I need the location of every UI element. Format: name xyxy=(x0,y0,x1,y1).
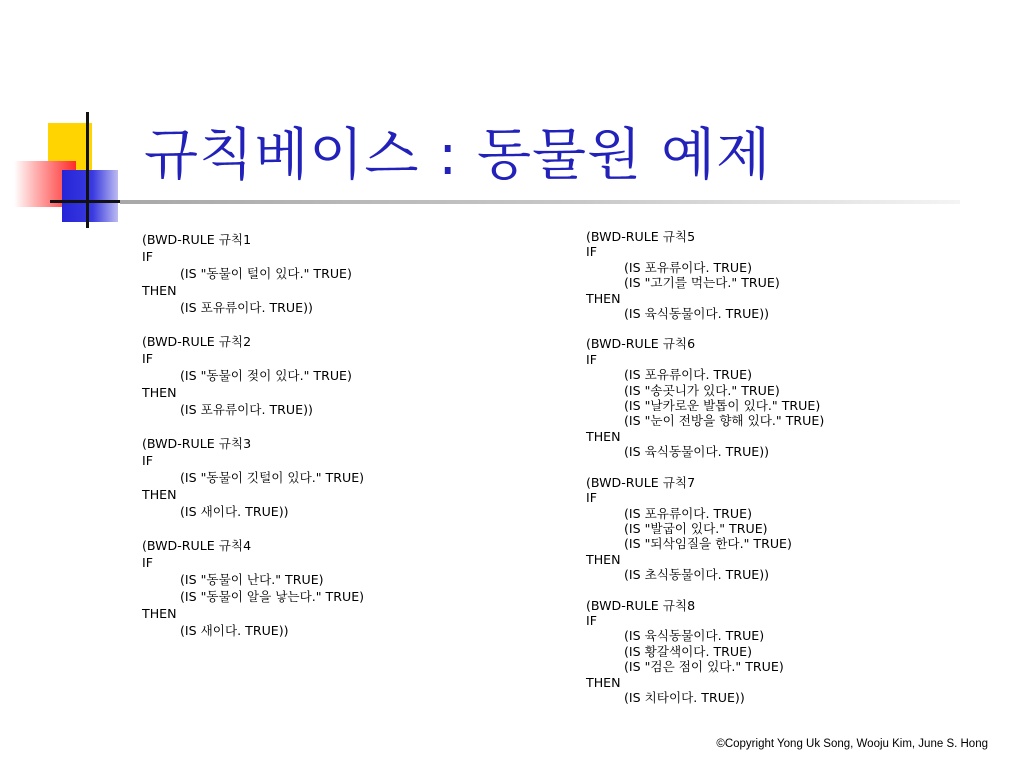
rule-conclusion: (IS 새이다. TRUE)) xyxy=(180,623,289,638)
rule-block xyxy=(586,229,824,321)
title-underline xyxy=(120,200,960,204)
rule-if-keyword: IF xyxy=(586,351,597,367)
rule-block xyxy=(142,231,364,316)
rule-conclusion: (IS 포유류이다. TRUE)) xyxy=(180,300,313,315)
rule-then-keyword: THEN xyxy=(586,551,621,567)
rule-condition: (IS 황갈색이다. TRUE) xyxy=(624,643,752,659)
rule-conclusion: (IS 치타이다. TRUE)) xyxy=(624,689,745,705)
rule-conclusion: (IS 초식동물이다. TRUE)) xyxy=(624,567,770,583)
rules-right-column xyxy=(586,229,824,720)
decor-blue-square xyxy=(62,170,118,222)
decor-vertical-line xyxy=(86,112,89,228)
rule-condition: (IS "동물이 젖이 있다." TRUE) xyxy=(180,368,352,383)
rule-header: (BWD-RULE 규칙6 xyxy=(586,336,696,352)
rule-header: (BWD-RULE 규칙1 xyxy=(142,232,252,247)
rule-if-keyword: IF xyxy=(142,453,153,468)
decor-horizontal-line xyxy=(50,200,130,203)
rule-if-keyword: IF xyxy=(586,612,597,628)
rule-condition: (IS "동물이 깃털이 있다." TRUE) xyxy=(180,470,365,485)
rule-condition: (IS "발굽이 있다." TRUE) xyxy=(624,520,768,536)
rule-condition: (IS "동물이 난다." TRUE) xyxy=(180,572,324,587)
rule-if-keyword: IF xyxy=(142,249,153,264)
rule-if-keyword: IF xyxy=(586,244,597,260)
rule-then-keyword: THEN xyxy=(586,428,621,444)
rule-condition: (IS "송곳니가 있다." TRUE) xyxy=(624,382,780,398)
rules-left-column xyxy=(142,231,364,656)
rule-then-keyword: THEN xyxy=(142,385,177,400)
rule-header: (BWD-RULE 규칙5 xyxy=(586,229,696,244)
rule-condition: (IS "고기를 먹는다." TRUE) xyxy=(624,275,780,291)
rule-condition: (IS "눈이 전방을 향해 있다." TRUE) xyxy=(624,413,825,429)
rule-header: (BWD-RULE 규칙8 xyxy=(586,597,696,613)
rule-if-keyword: IF xyxy=(142,555,153,570)
rule-block xyxy=(586,475,824,583)
rule-condition: (IS "동물이 알을 낳는다." TRUE) xyxy=(180,589,365,604)
rule-header: (BWD-RULE 규칙4 xyxy=(142,538,252,553)
rule-then-keyword: THEN xyxy=(586,674,621,690)
rule-header: (BWD-RULE 규칙7 xyxy=(586,474,696,490)
rule-block xyxy=(142,537,364,639)
rule-header: (BWD-RULE 규칙2 xyxy=(142,334,252,349)
rule-conclusion: (IS 육식동물이다. TRUE)) xyxy=(624,306,770,322)
rule-block xyxy=(586,598,824,706)
rule-conclusion: (IS 새이다. TRUE)) xyxy=(180,504,289,519)
rule-if-keyword: IF xyxy=(586,490,597,506)
rule-condition: (IS 포유류이다. TRUE) xyxy=(624,259,752,275)
rule-then-keyword: THEN xyxy=(142,606,177,621)
rule-condition: (IS "날카로운 발톱이 있다." TRUE) xyxy=(624,398,821,414)
rule-block xyxy=(586,336,824,459)
rule-then-keyword: THEN xyxy=(142,487,177,502)
rule-condition: (IS "동물이 털이 있다." TRUE) xyxy=(180,266,352,281)
rule-header: (BWD-RULE 규칙3 xyxy=(142,436,252,451)
rule-condition: (IS "검은 점이 있다." TRUE) xyxy=(624,659,784,675)
copyright-notice: ©Copyright Yong Uk Song, Wooju Kim, June S. Hong xyxy=(716,738,988,750)
rule-condition: (IS 포유류이다. TRUE) xyxy=(624,505,752,521)
rule-if-keyword: IF xyxy=(142,351,153,366)
rule-block xyxy=(142,435,364,520)
slide-title: 규칙베이스 : 동물원 예제 xyxy=(144,123,772,188)
rule-condition: (IS 육식동물이다. TRUE) xyxy=(624,628,765,644)
rule-conclusion: (IS 육식동물이다. TRUE)) xyxy=(624,444,770,460)
rule-block xyxy=(142,333,364,418)
rule-condition: (IS 포유류이다. TRUE) xyxy=(624,367,752,383)
rule-condition: (IS "되삭임질을 한다." TRUE) xyxy=(624,536,792,552)
rule-then-keyword: THEN xyxy=(142,283,177,298)
rule-then-keyword: THEN xyxy=(586,290,621,306)
rule-conclusion: (IS 포유류이다. TRUE)) xyxy=(180,402,313,417)
